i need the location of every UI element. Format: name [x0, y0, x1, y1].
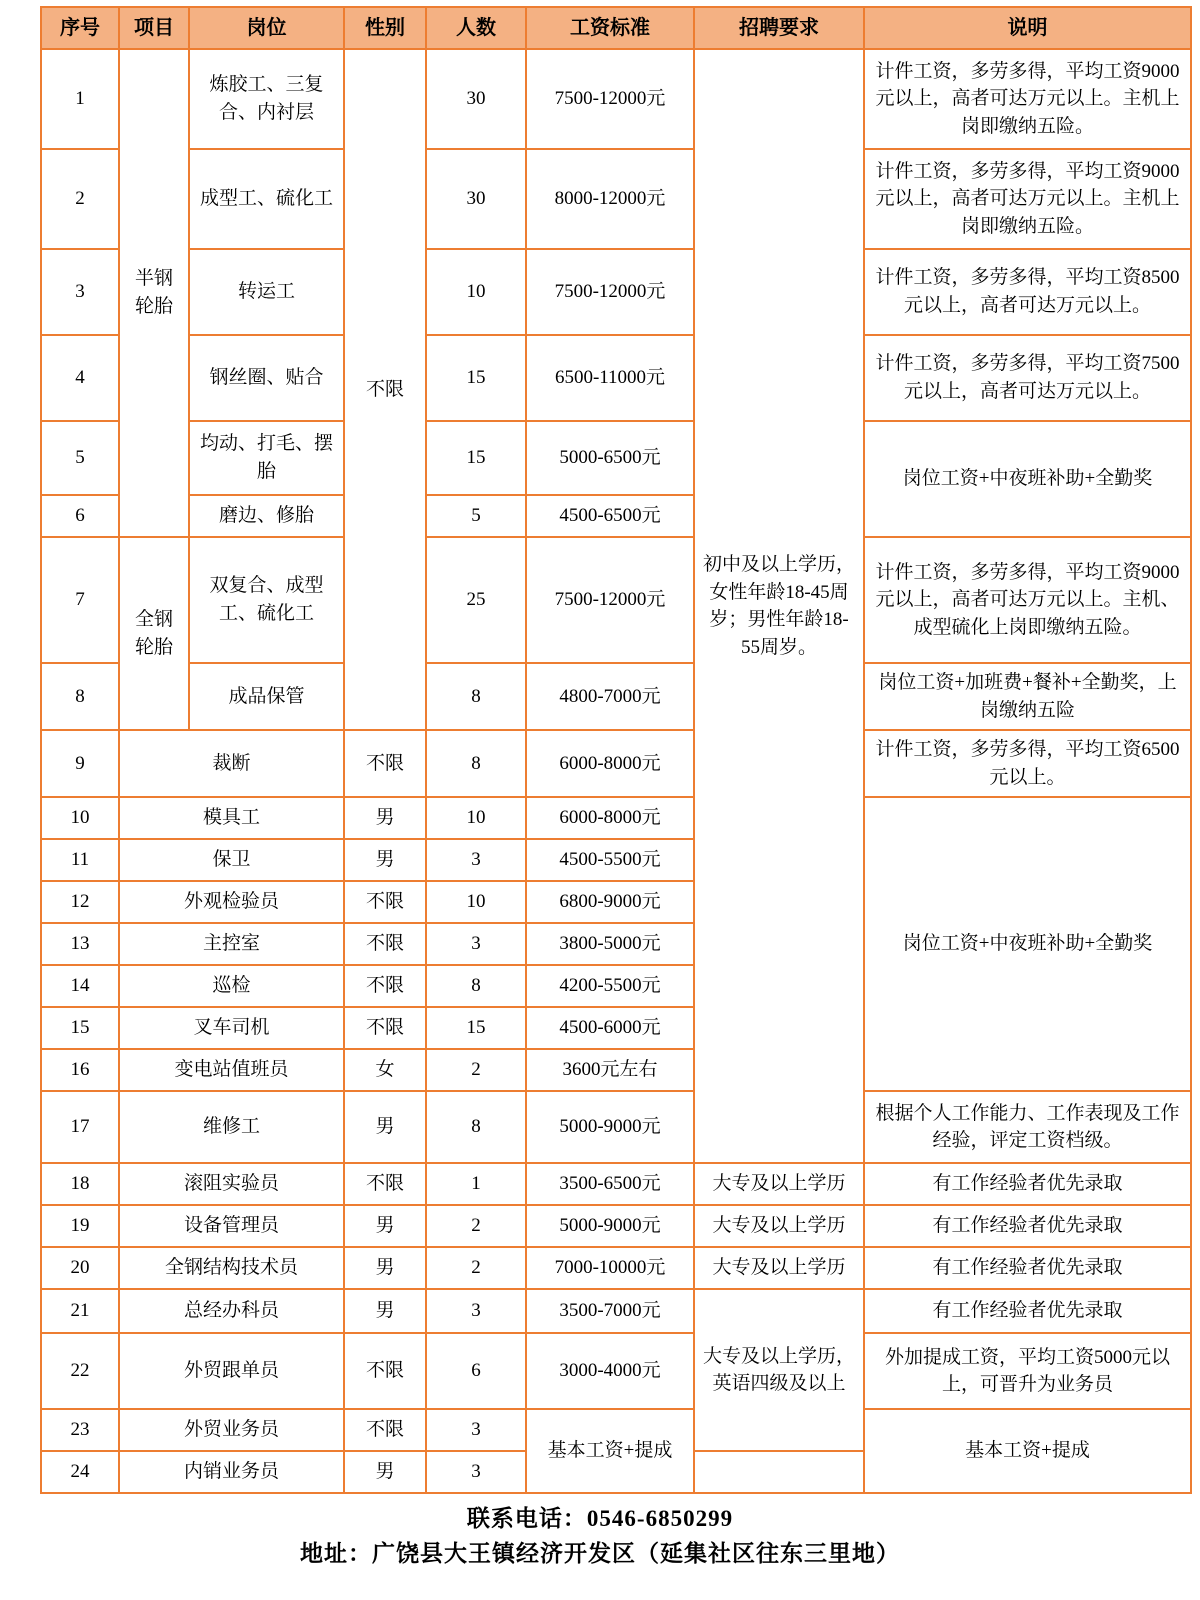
cell-note: 岗位工资+中夜班补助+全勤奖 — [864, 421, 1191, 537]
cell-no: 14 — [41, 965, 119, 1007]
cell-wage: 4500-6500元 — [526, 495, 694, 537]
column-header-wage: 工资标准 — [526, 7, 694, 49]
cell-note: 有工作经验者优先录取 — [864, 1289, 1191, 1333]
cell-sex: 女 — [344, 1049, 426, 1091]
column-header-number: 人数 — [426, 7, 526, 49]
cell-no: 12 — [41, 881, 119, 923]
table-row — [41, 1091, 1191, 1163]
cell-number: 2 — [426, 1205, 526, 1247]
cell-no: 20 — [41, 1247, 119, 1289]
cell-number: 15 — [426, 421, 526, 495]
cell-number: 5 — [426, 495, 526, 537]
cell-wage: 7000-10000元 — [526, 1247, 694, 1289]
cell-sex: 男 — [344, 1289, 426, 1333]
cell-wage: 3500-7000元 — [526, 1289, 694, 1333]
cell-no: 23 — [41, 1409, 119, 1451]
cell-wage: 4200-5500元 — [526, 965, 694, 1007]
column-header-requirement: 招聘要求 — [694, 7, 864, 49]
cell-no: 5 — [41, 421, 119, 495]
cell-wage: 6800-9000元 — [526, 881, 694, 923]
cell-requirement: 大专及以上学历 — [694, 1205, 864, 1247]
cell-wage: 3800-5000元 — [526, 923, 694, 965]
cell-no: 18 — [41, 1163, 119, 1205]
cell-requirement: 大专及以上学历 — [694, 1247, 864, 1289]
cell-sex: 不限 — [344, 923, 426, 965]
cell-no: 16 — [41, 1049, 119, 1091]
cell-wage: 6000-8000元 — [526, 797, 694, 839]
table-row — [41, 797, 1191, 839]
cell-sex: 男 — [344, 839, 426, 881]
cell-post: 双复合、成型工、硫化工 — [189, 537, 344, 663]
cell-requirement-main: 初中及以上学历，女性年龄18-45周岁；男性年龄18-55周岁。 — [694, 49, 864, 1163]
cell-number: 25 — [426, 537, 526, 663]
table-row — [41, 663, 1191, 730]
cell-post: 成型工、硫化工 — [189, 149, 344, 249]
cell-no: 2 — [41, 149, 119, 249]
cell-no: 4 — [41, 335, 119, 421]
cell-wage: 3500-6500元 — [526, 1163, 694, 1205]
column-header-note: 说明 — [864, 7, 1191, 49]
cell-number: 3 — [426, 1289, 526, 1333]
cell-note: 有工作经验者优先录取 — [864, 1163, 1191, 1205]
table-row — [41, 537, 1191, 663]
cell-wage: 7500-12000元 — [526, 49, 694, 149]
cell-number: 6 — [426, 1333, 526, 1409]
cell-number: 8 — [426, 965, 526, 1007]
column-header-no: 序号 — [41, 7, 119, 49]
table-row — [41, 1247, 1191, 1289]
cell-post: 磨边、修胎 — [189, 495, 344, 537]
cell-post: 外贸跟单员 — [119, 1333, 344, 1409]
cell-number: 2 — [426, 1049, 526, 1091]
cell-number: 30 — [426, 49, 526, 149]
cell-no: 17 — [41, 1091, 119, 1163]
cell-post: 裁断 — [119, 730, 344, 797]
cell-sex: 男 — [344, 1091, 426, 1163]
cell-number: 8 — [426, 1091, 526, 1163]
table-row — [41, 730, 1191, 797]
cell-requirement-empty — [694, 1451, 864, 1493]
cell-note: 计件工资，多劳多得，平均工资9000元以上，高者可达万元以上。主机上岗即缴纳五险。 — [864, 149, 1191, 249]
contact-phone: 联系电话：0546-6850299 — [466, 1506, 734, 1532]
cell-sex: 不限 — [344, 49, 426, 730]
footer-contact — [25, 1494, 1175, 1571]
cell-post: 内销业务员 — [119, 1451, 344, 1493]
cell-note: 根据个人工作能力、工作表现及工作经验，评定工资档级。 — [864, 1091, 1191, 1163]
cell-number: 10 — [426, 881, 526, 923]
cell-no: 9 — [41, 730, 119, 797]
cell-post: 转运工 — [189, 249, 344, 335]
cell-wage: 4500-5500元 — [526, 839, 694, 881]
cell-post: 总经办科员 — [119, 1289, 344, 1333]
cell-wage: 5000-6500元 — [526, 421, 694, 495]
cell-number: 10 — [426, 249, 526, 335]
cell-number: 8 — [426, 730, 526, 797]
table-row — [41, 421, 1191, 495]
column-header-sex: 性别 — [344, 7, 426, 49]
cell-no: 1 — [41, 49, 119, 149]
cell-post: 炼胶工、三复合、内衬层 — [189, 49, 344, 149]
cell-number: 10 — [426, 797, 526, 839]
cell-wage: 6500-11000元 — [526, 335, 694, 421]
cell-post: 模具工 — [119, 797, 344, 839]
cell-post: 维修工 — [119, 1091, 344, 1163]
cell-no: 15 — [41, 1007, 119, 1049]
cell-post: 变电站值班员 — [119, 1049, 344, 1091]
cell-wage-base-commission: 基本工资+提成 — [526, 1409, 694, 1493]
cell-note: 基本工资+提成 — [864, 1409, 1191, 1493]
cell-number: 3 — [426, 1451, 526, 1493]
table-row — [41, 1163, 1191, 1205]
cell-no: 24 — [41, 1451, 119, 1493]
cell-note: 外加提成工资，平均工资5000元以上，可晋升为业务员 — [864, 1333, 1191, 1409]
cell-post: 外贸业务员 — [119, 1409, 344, 1451]
cell-sex: 不限 — [344, 881, 426, 923]
recruitment-table-sheet — [20, 0, 1180, 1494]
cell-sex: 不限 — [344, 965, 426, 1007]
cell-note: 计件工资，多劳多得，平均工资7500元以上，高者可达万元以上。 — [864, 335, 1191, 421]
cell-post: 均动、打毛、摆胎 — [189, 421, 344, 495]
cell-project-half-steel: 半钢轮胎 — [119, 49, 189, 537]
cell-wage: 8000-12000元 — [526, 149, 694, 249]
table-row — [41, 1333, 1191, 1409]
table-row — [41, 49, 1191, 149]
cell-note: 计件工资，多劳多得，平均工资9000元以上，高者可达万元以上。主机上岗即缴纳五险。 — [864, 49, 1191, 149]
cell-no: 22 — [41, 1333, 119, 1409]
cell-note: 计件工资，多劳多得，平均工资6500元以上。 — [864, 730, 1191, 797]
cell-number: 30 — [426, 149, 526, 249]
cell-post: 巡检 — [119, 965, 344, 1007]
contact-address: 地址：广饶县大王镇经济开发区（延集社区往东三里地） — [300, 1540, 900, 1566]
column-header-post: 岗位 — [189, 7, 344, 49]
table-row — [41, 149, 1191, 249]
cell-post: 钢丝圈、贴合 — [189, 335, 344, 421]
column-header-project: 项目 — [119, 7, 189, 49]
cell-wage: 7500-12000元 — [526, 537, 694, 663]
table-row — [41, 335, 1191, 421]
cell-sex: 不限 — [344, 1007, 426, 1049]
cell-no: 8 — [41, 663, 119, 730]
recruitment-table — [40, 6, 1192, 1494]
cell-number: 3 — [426, 1409, 526, 1451]
cell-requirement: 大专及以上学历 — [694, 1163, 864, 1205]
cell-number: 8 — [426, 663, 526, 730]
cell-post: 滚阻实验员 — [119, 1163, 344, 1205]
cell-no: 13 — [41, 923, 119, 965]
cell-number: 2 — [426, 1247, 526, 1289]
cell-sex: 男 — [344, 797, 426, 839]
cell-note: 岗位工资+加班费+餐补+全勤奖，上岗缴纳五险 — [864, 663, 1191, 730]
cell-wage: 7500-12000元 — [526, 249, 694, 335]
cell-no: 19 — [41, 1205, 119, 1247]
cell-no: 21 — [41, 1289, 119, 1333]
table-row — [41, 1409, 1191, 1451]
cell-note: 计件工资，多劳多得，平均工资8500元以上，高者可达万元以上。 — [864, 249, 1191, 335]
cell-post: 保卫 — [119, 839, 344, 881]
cell-number: 15 — [426, 335, 526, 421]
cell-number: 3 — [426, 839, 526, 881]
table-row — [41, 1205, 1191, 1247]
cell-post: 成品保管 — [189, 663, 344, 730]
cell-sex: 不限 — [344, 1333, 426, 1409]
cell-no: 11 — [41, 839, 119, 881]
cell-no: 10 — [41, 797, 119, 839]
cell-sex: 男 — [344, 1247, 426, 1289]
cell-no: 3 — [41, 249, 119, 335]
cell-requirement-college-english: 大专及以上学历，英语四级及以上 — [694, 1289, 864, 1451]
cell-note: 有工作经验者优先录取 — [864, 1205, 1191, 1247]
cell-wage: 5000-9000元 — [526, 1091, 694, 1163]
cell-no: 7 — [41, 537, 119, 663]
cell-wage: 6000-8000元 — [526, 730, 694, 797]
cell-sex: 不限 — [344, 1409, 426, 1451]
cell-number: 15 — [426, 1007, 526, 1049]
cell-note: 岗位工资+中夜班补助+全勤奖 — [864, 797, 1191, 1091]
cell-wage: 5000-9000元 — [526, 1205, 694, 1247]
cell-wage: 3600元左右 — [526, 1049, 694, 1091]
cell-sex: 男 — [344, 1451, 426, 1493]
cell-post: 设备管理员 — [119, 1205, 344, 1247]
cell-sex: 不限 — [344, 1163, 426, 1205]
cell-note: 计件工资，多劳多得，平均工资9000元以上，高者可达万元以上。主机、成型硫化上岗即缴纳五险。 — [864, 537, 1191, 663]
cell-sex: 男 — [344, 1205, 426, 1247]
cell-number: 3 — [426, 923, 526, 965]
cell-sex: 不限 — [344, 730, 426, 797]
table-row — [41, 1289, 1191, 1333]
table-row — [41, 249, 1191, 335]
cell-post: 外观检验员 — [119, 881, 344, 923]
cell-number: 1 — [426, 1163, 526, 1205]
cell-no: 6 — [41, 495, 119, 537]
cell-project-full-steel: 全钢轮胎 — [119, 537, 189, 730]
table-header-row — [41, 7, 1191, 49]
cell-wage: 4500-6000元 — [526, 1007, 694, 1049]
cell-post: 叉车司机 — [119, 1007, 344, 1049]
cell-post: 主控室 — [119, 923, 344, 965]
cell-wage: 4800-7000元 — [526, 663, 694, 730]
cell-wage: 3000-4000元 — [526, 1333, 694, 1409]
cell-note: 有工作经验者优先录取 — [864, 1247, 1191, 1289]
cell-post: 全钢结构技术员 — [119, 1247, 344, 1289]
